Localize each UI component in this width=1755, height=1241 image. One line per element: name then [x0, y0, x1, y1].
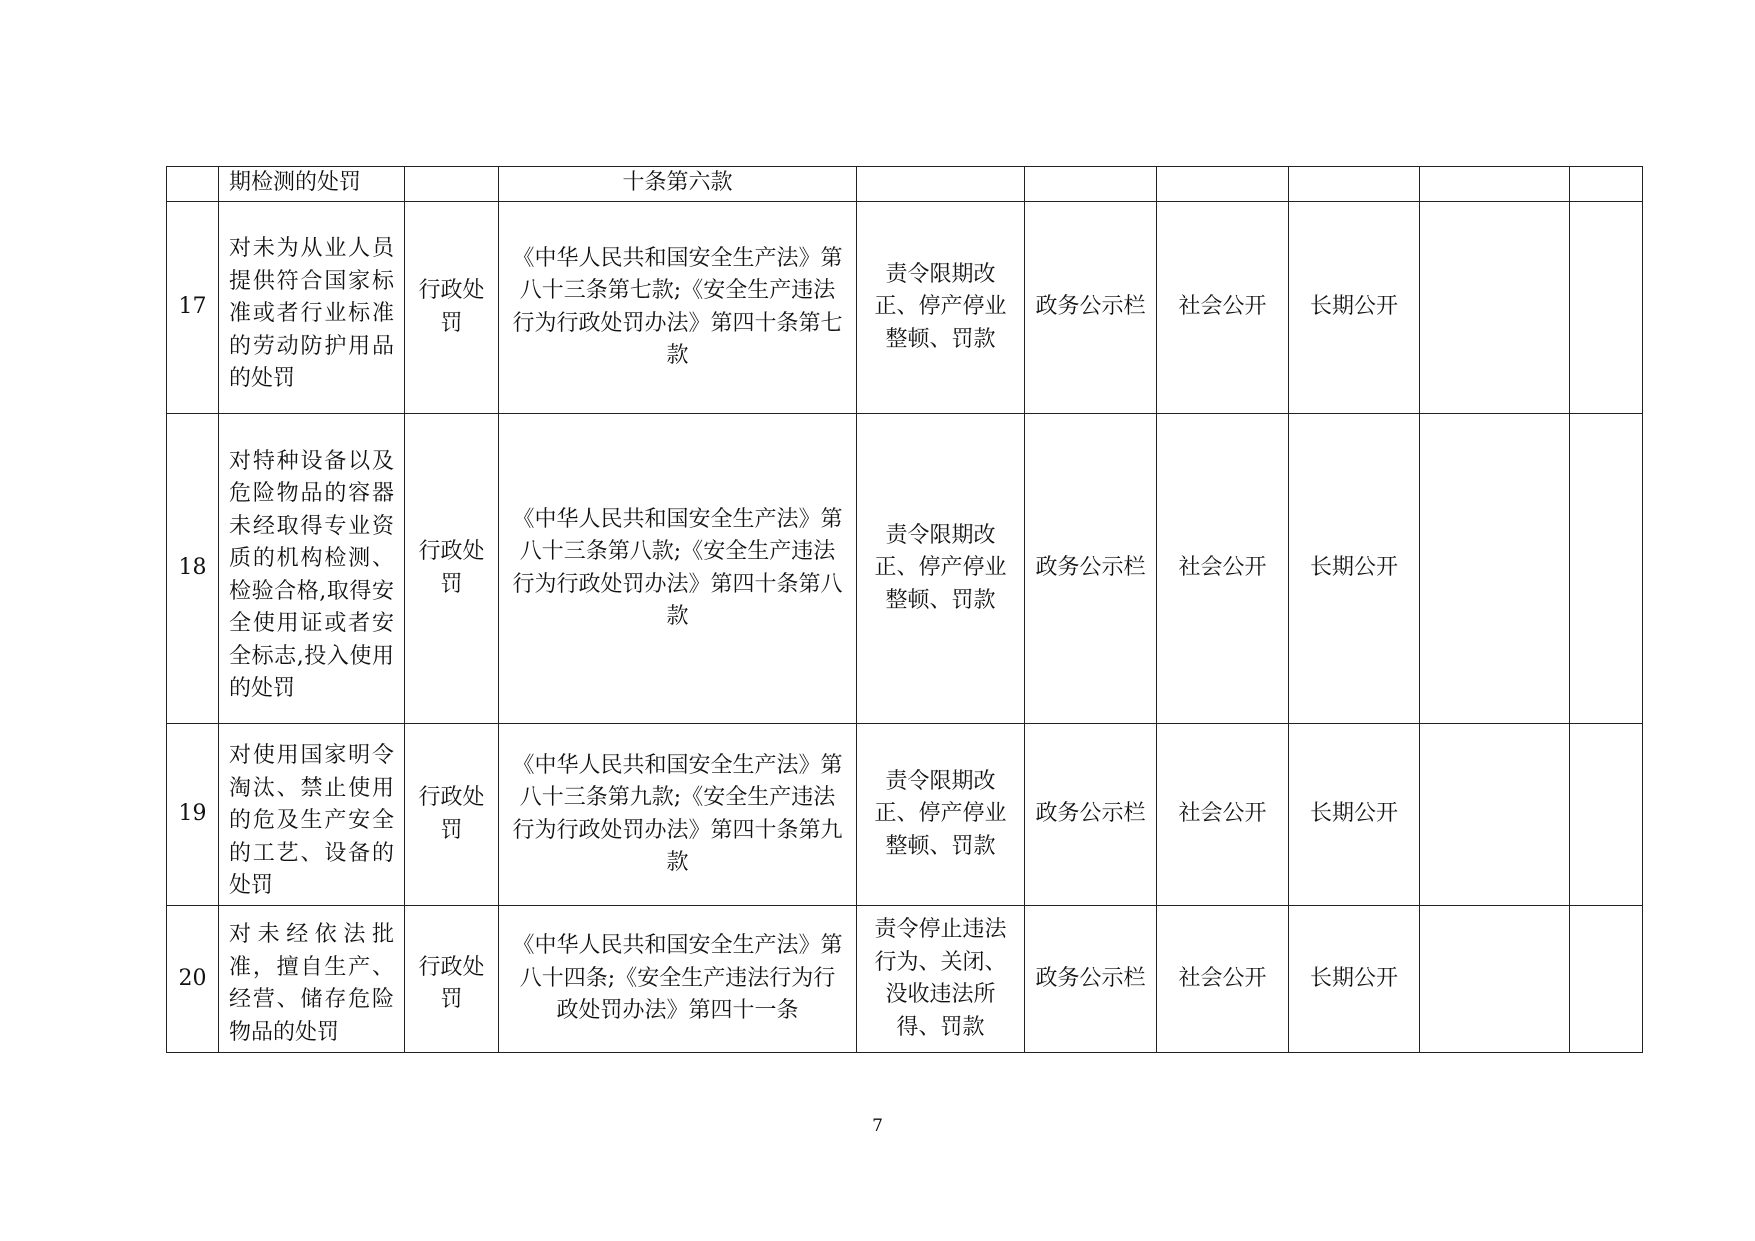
cell-extra: [1420, 167, 1570, 202]
cell-item: 期检测的处罚: [219, 167, 405, 202]
table-row: [167, 202, 1643, 414]
cell-basis: 十条第六款: [499, 167, 857, 202]
cell-result: 责令限期改正、停产停业整顿、罚款: [857, 202, 1025, 414]
cell-kind: 行政处罚: [405, 414, 499, 724]
cell-scope: 社会公开: [1157, 414, 1289, 724]
cell-basis: 《中华人民共和国安全生产法》第八十三条第七款;《安全生产违法行为行政处罚办法》第四十条第七款: [499, 202, 857, 414]
cell-channel: 政务公示栏: [1025, 724, 1157, 906]
table-row: [167, 906, 1643, 1053]
cell-extra: [1420, 724, 1570, 906]
cell-extra: [1420, 202, 1570, 414]
cell-remark: [1570, 724, 1643, 906]
cell-remark: [1570, 906, 1643, 1053]
cell-num: [167, 167, 219, 202]
cell-scope: [1157, 167, 1289, 202]
cell-period: 长期公开: [1289, 414, 1420, 724]
cell-basis: 《中华人民共和国安全生产法》第八十四条;《安全生产违法行为行政处罚办法》第四十一条: [499, 906, 857, 1053]
cell-remark: [1570, 414, 1643, 724]
penalty-disclosure-table: [166, 166, 1643, 1053]
cell-kind: [405, 167, 499, 202]
cell-kind: 行政处罚: [405, 906, 499, 1053]
cell-basis: 《中华人民共和国安全生产法》第八十三条第八款;《安全生产违法行为行政处罚办法》第四十条第八款: [499, 414, 857, 724]
table-row: [167, 724, 1643, 906]
cell-result: 责令停止违法行为、关闭、没收违法所得、罚款: [857, 906, 1025, 1053]
cell-remark: [1570, 167, 1643, 202]
cell-scope: 社会公开: [1157, 906, 1289, 1053]
cell-remark: [1570, 202, 1643, 414]
cell-item: 对特种设备以及危险物品的容器未经取得专业资质的机构检测、检验合格,取得安全使用证或者安全标志,投入使用的处罚: [219, 414, 405, 724]
cell-num: 20: [167, 906, 219, 1053]
cell-kind: 行政处罚: [405, 724, 499, 906]
table-row: [167, 414, 1643, 724]
cell-result: 责令限期改正、停产停业整顿、罚款: [857, 414, 1025, 724]
cell-item: 对未为从业人员提供符合国家标准或者行业标准的劳动防护用品的处罚: [219, 202, 405, 414]
cell-channel: 政务公示栏: [1025, 906, 1157, 1053]
cell-extra: [1420, 414, 1570, 724]
cell-basis: 《中华人民共和国安全生产法》第八十三条第九款;《安全生产违法行为行政处罚办法》第四十条第九款: [499, 724, 857, 906]
cell-result: [857, 167, 1025, 202]
cell-channel: [1025, 167, 1157, 202]
cell-item: 对使用国家明令淘汰、禁止使用的危及生产安全的工艺、设备的处罚: [219, 724, 405, 906]
cell-period: 长期公开: [1289, 202, 1420, 414]
cell-result: 责令限期改正、停产停业整顿、罚款: [857, 724, 1025, 906]
cell-item: 对未经依法批准，擅自生产、经营、储存危险物品的处罚: [219, 906, 405, 1053]
cell-extra: [1420, 906, 1570, 1053]
cell-period: 长期公开: [1289, 906, 1420, 1053]
table-row-continuation: [167, 167, 1643, 202]
cell-num: 17: [167, 202, 219, 414]
cell-num: 19: [167, 724, 219, 906]
cell-channel: 政务公示栏: [1025, 202, 1157, 414]
cell-scope: 社会公开: [1157, 202, 1289, 414]
cell-channel: 政务公示栏: [1025, 414, 1157, 724]
cell-period: [1289, 167, 1420, 202]
cell-period: 长期公开: [1289, 724, 1420, 906]
cell-kind: 行政处罚: [405, 202, 499, 414]
cell-scope: 社会公开: [1157, 724, 1289, 906]
page-number: 7: [872, 1116, 883, 1136]
cell-num: 18: [167, 414, 219, 724]
